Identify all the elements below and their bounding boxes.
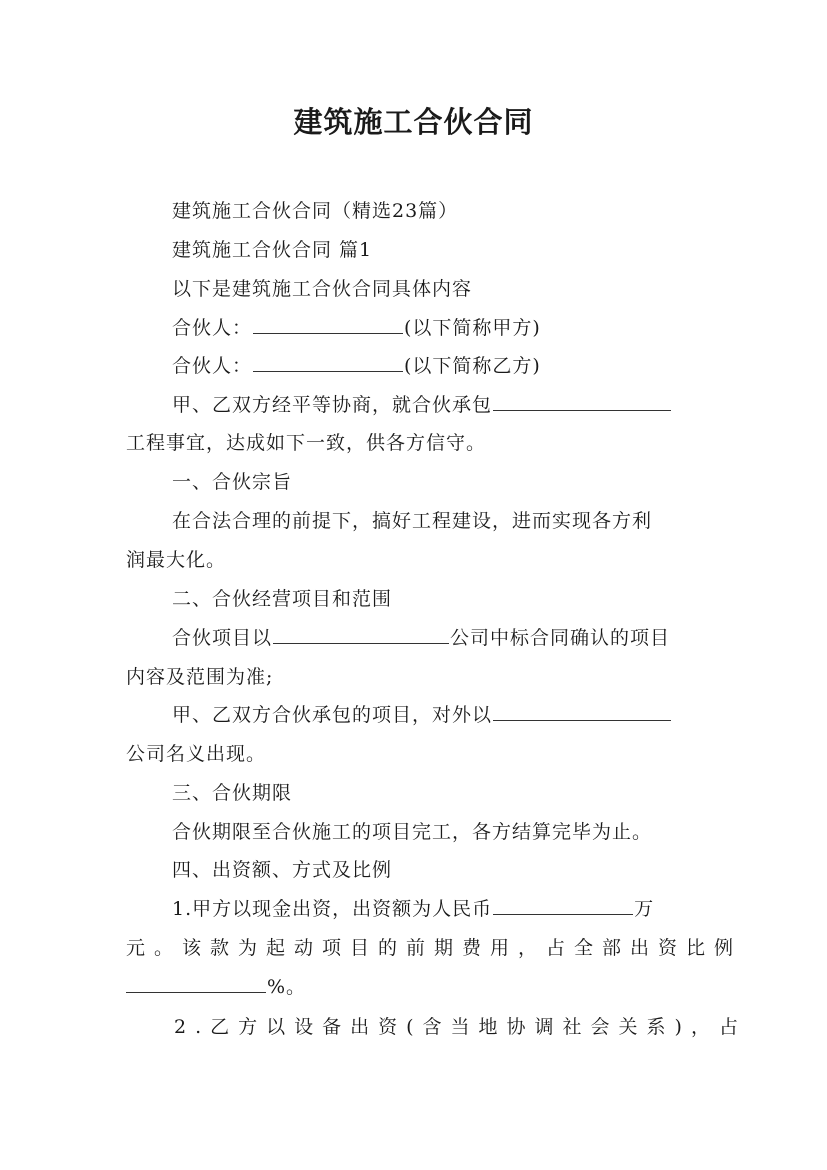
percent-blank <box>126 974 266 993</box>
agreement-text: 甲、乙双方经平等协商，就合伙承包 <box>172 394 493 416</box>
capital-a-text: 1.甲方以现金出资，出资额为人民币 <box>172 898 493 920</box>
amount-blank <box>493 896 633 915</box>
capital-b-line: 2.乙方以设备出资(含当地协调社会关系)，占 <box>174 1016 747 1038</box>
external-name-text: 甲、乙双方合伙承包的项目，对外以 <box>172 704 493 726</box>
scope-line <box>172 625 670 651</box>
capital-a-line <box>172 896 654 922</box>
company-blank-1 <box>273 625 449 644</box>
scope-continued: 内容及范围为准; <box>126 666 274 688</box>
partner-b-blank <box>253 353 403 372</box>
partner-a-blank <box>253 315 403 334</box>
purpose-text: 在合法合理的前提下，搞好工程建设，进而实现各方利 <box>172 510 653 532</box>
term-text: 合伙期限至合伙施工的项目完工，各方结算完毕为止。 <box>172 821 653 843</box>
external-name-continued: 公司名义出现。 <box>126 743 267 765</box>
partner-b-note: (以下简称乙方) <box>404 355 541 377</box>
agreement-line <box>172 392 672 418</box>
document-title: 建筑施工合伙合同 <box>293 105 534 139</box>
section-heading-2: 二、合伙经营项目和范围 <box>172 588 393 610</box>
section-heading-3: 三、合伙期限 <box>172 782 293 804</box>
capital-a-unit: 万 <box>634 898 655 920</box>
partner-a-note: (以下简称甲方) <box>404 317 541 339</box>
section-heading-1: 一、合伙宗旨 <box>172 471 293 493</box>
scope-text-b: 公司中标合同确认的项目 <box>450 627 671 649</box>
partner-a-line <box>172 315 541 341</box>
partner-a-label: 合伙人： <box>172 317 253 339</box>
partner-b-label: 合伙人： <box>172 355 253 377</box>
external-name-line <box>172 702 672 728</box>
agreement-continued: 工程事宜，达成如下一致，供各方信守。 <box>126 432 487 454</box>
percent-sign: %。 <box>267 976 307 998</box>
project-blank <box>493 392 671 411</box>
company-blank-2 <box>493 702 671 721</box>
section-heading-part1: 建筑施工合伙合同 篇1 <box>172 239 373 261</box>
purpose-text-continued: 润最大化。 <box>126 549 227 571</box>
scope-text-a: 合伙项目以 <box>172 627 273 649</box>
partner-b-line <box>172 353 541 379</box>
section-heading-4: 四、出资额、方式及比例 <box>172 859 393 881</box>
paragraph-intro: 建筑施工合伙合同（精选23篇） <box>172 200 459 222</box>
capital-a-continued: 元。该款为起动项目的前期费用，占全部出资比例 <box>126 937 743 959</box>
paragraph-content-intro: 以下是建筑施工合伙合同具体内容 <box>172 278 473 300</box>
percent-line <box>126 974 306 1000</box>
